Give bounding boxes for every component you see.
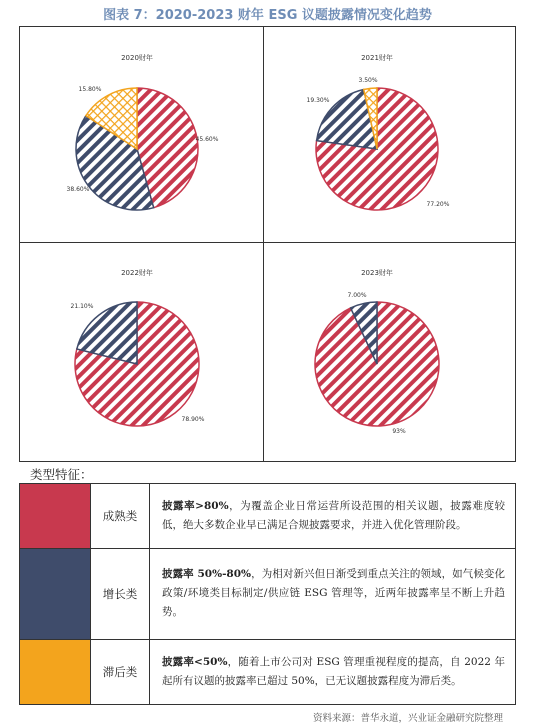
description-text: ，随着上市公司对 ESG 管理重视程度的提高，自 2022 年起所有议题的披露率已超过 50%，已无议题披露程度为滞后类。 xyxy=(162,656,505,688)
slice-label: 7.00% xyxy=(347,292,367,299)
category-table xyxy=(19,483,516,705)
pie-title: 2022财年 xyxy=(121,269,153,277)
category-description xyxy=(150,484,516,549)
slice-label: 21.10% xyxy=(70,303,94,310)
slice-label: 45.60% xyxy=(195,136,219,143)
pie-title: 2020财年 xyxy=(121,54,153,62)
description-bold: 披露率>80% xyxy=(162,499,229,512)
category-description xyxy=(150,640,516,705)
description-text: ，为相对新兴但日渐受到重点关注的领域，如气候变化政策/环境类目标制定/供应链 ESG 管理等，近两年披露率呈不断上升趋势。 xyxy=(162,568,505,619)
slice-label: 93% xyxy=(392,428,406,435)
figure-title: 图表 7：2020-2023 财年 ESG 议题披露情况变化趋势 xyxy=(103,8,432,23)
pie-title: 2023财年 xyxy=(361,269,393,277)
pie-chart-1 xyxy=(67,53,219,210)
source-note: 资料来源：普华永道，兴业证金融研究院整理 xyxy=(312,713,503,724)
slice-label: 19.30% xyxy=(306,97,330,104)
slice-label: 15.80% xyxy=(78,86,102,93)
description-bold: 披露率<50% xyxy=(162,656,228,669)
table-row xyxy=(20,548,516,639)
pie-chart-4 xyxy=(315,268,439,435)
color-swatch-lagging xyxy=(20,640,91,705)
slice-label: 38.60% xyxy=(66,186,90,193)
pie-chart-2 xyxy=(307,53,450,210)
table-row xyxy=(20,484,516,549)
color-swatch-growth xyxy=(20,548,91,639)
slice-label: 3.50% xyxy=(358,77,378,84)
category-name: 增长类 xyxy=(91,548,150,639)
pie-title: 2021财年 xyxy=(361,54,393,62)
legend-title: 类型特征： xyxy=(30,467,93,482)
color-swatch-mature xyxy=(20,484,91,549)
slice-label: 78.90% xyxy=(181,416,205,423)
description-text: ，为覆盖企业日常运营所设范围的相关议题，披露难度较低，绝大多数企业早已满足合规披露要求，并进入优化管理阶段。 xyxy=(162,499,505,531)
category-description xyxy=(150,548,516,639)
slice-label: 77.20% xyxy=(426,201,450,208)
table-row xyxy=(20,640,516,705)
pie-chart-3 xyxy=(71,268,205,426)
category-name: 成熟类 xyxy=(91,484,150,549)
description-bold: 披露率 50%-80% xyxy=(162,568,252,581)
category-name: 滞后类 xyxy=(91,640,150,705)
